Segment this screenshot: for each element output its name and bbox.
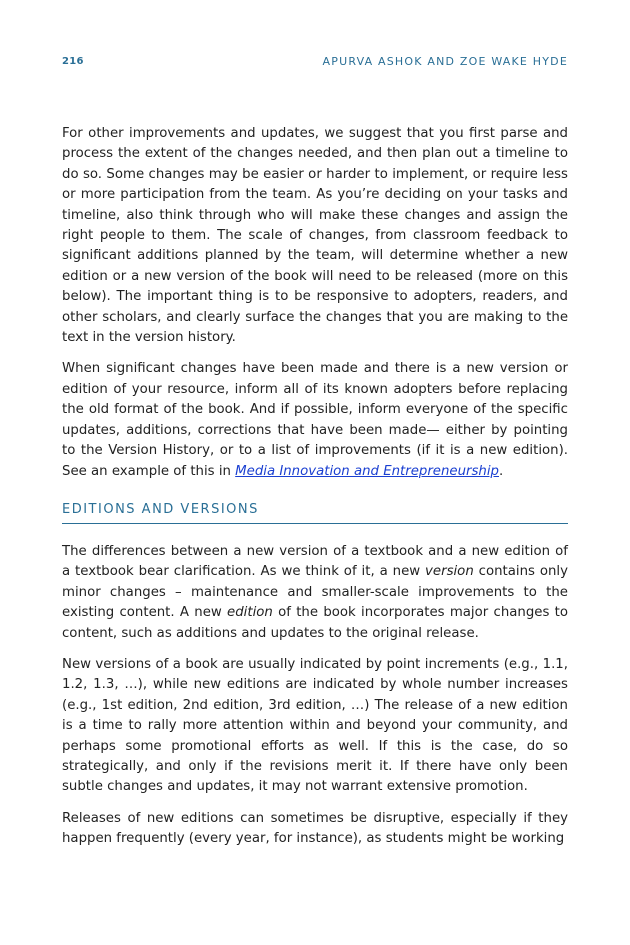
paragraph-releases: Releases of new editions can sometimes be disruptive, especially if they happen frequently (every year, for instance), as students might be working (62, 810, 568, 847)
paragraph-increments: New versions of a book are usually indicated by point increments (e.g., 1.1, 1.2, 1.3, …), while new editions are indicated by whole number increases (e.g., 1st edition, 2nd edition, 3rd edition, …) The release of a new edition is a time to rally more attention within and beyond your community, and perhaps some promotional efforts as well. If this is the case, do so strategically, and only if the revisions merit it. If there have only been subtle changes and updates, it may not warrant extensive promotion. (62, 656, 568, 795)
paragraph-inform-adopters-end: . (498, 463, 504, 479)
page-body (62, 124, 568, 861)
paragraph-inform-adopters-text: When significant changes have been made and there is a new version or edition of your resource, inform all of its known adopters before replacing the old format of the book. And if possible, inform everyone of the specific updates, additions, corrections that have been made— either by pointing to the Version History, or to a list of improvements (if it is a new edition). See an example of this in (62, 361, 568, 479)
emphasis-version: version (425, 564, 474, 580)
page-number: 216 (62, 56, 84, 67)
section-body (62, 542, 568, 850)
paragraph-inform-adopters (62, 359, 568, 481)
paragraph-differences (62, 542, 568, 644)
paragraph-improvements: For other improvements and updates, we suggest that you first parse and process the extent of the changes needed, and then plan out a timeline to do so. Some changes may be easier or harder to implement, or require less or more participation from the team. As you’re deciding on your tasks and timeline, also think through who will make these changes and assign the right people to them. The scale of changes, from classroom feedback to significant additions planned by the team, will determine whether a new edition or a new version of the book will need to be released (more on this below). The important thing is to be responsive to adopters, readers, and other scholars, and clearly surface the changes that you are making to the text in the version history. (62, 126, 568, 346)
section-heading-editions-versions: EDITIONS AND VERSIONS (62, 502, 568, 524)
paragraph-differences-a: The differences between a new version of a textbook and a new edition of a textbook bear clarification. As we think of it, a new (62, 543, 568, 580)
media-innovation-link[interactable]: Media Innovation and Entrepreneurship (235, 463, 499, 479)
emphasis-edition: edition (227, 605, 273, 621)
running-head: APURVA ASHOK AND ZOE WAKE HYDE (322, 55, 568, 68)
paragraph-differences-c: of the book incorporates major changes to content, such as additions and updates to the original release. (62, 605, 568, 641)
paragraph-differences-b: contains only minor changes – maintenance and smaller-scale improvements to the existing content. A new (62, 564, 568, 621)
